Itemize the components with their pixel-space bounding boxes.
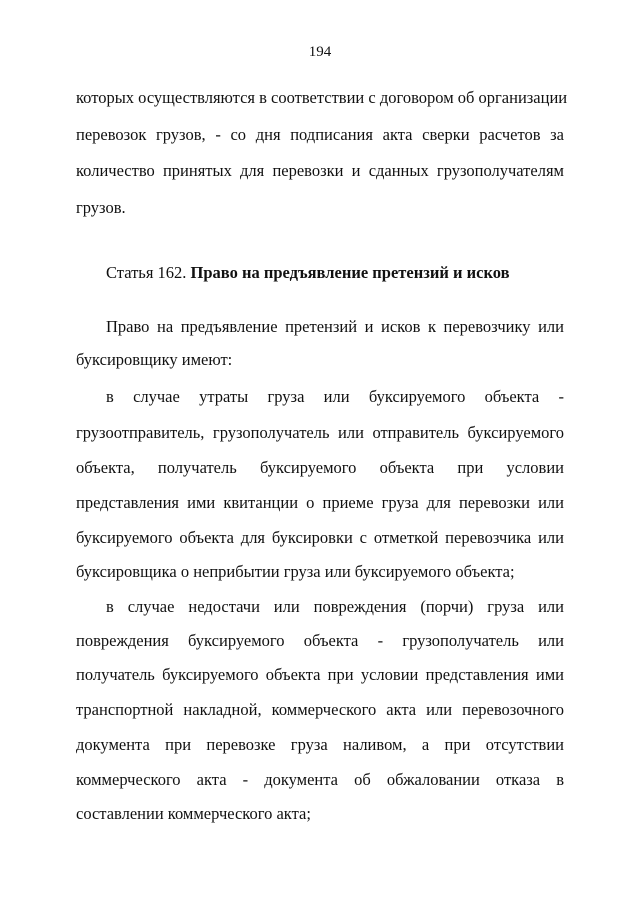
page-number: 194	[308, 44, 332, 60]
text-line: транспортной накладной, коммерческого акта или перевозочного	[76, 700, 564, 719]
text-line: составлении коммерческого акта;	[76, 804, 311, 823]
text-line: в случае недостачи или повреждения (порчи) груза или	[106, 597, 564, 616]
text-line: Право на предъявление претензий и исков к перевозчику или	[106, 317, 564, 336]
text-line: грузоотправитель, грузополучатель или отправитель буксируемого	[76, 423, 564, 442]
text-line: представления ими квитанции о приеме груза для перевозки или	[76, 493, 564, 512]
text-line: объекта, получатель буксируемого объекта при условии	[76, 458, 564, 477]
text-line: буксировщику имеют:	[76, 350, 233, 369]
text-line: получатель буксируемого объекта при условии представления ими	[76, 665, 564, 684]
article-heading	[106, 263, 510, 283]
text-line: которых осуществляются в соответствии с договором об организации	[76, 88, 568, 107]
article-number: Статья 162.	[106, 263, 187, 282]
text-line: документа при перевозке груза наливом, а при отсутствии	[76, 735, 564, 754]
text-line: количество принятых для перевозки и сданных грузополучателям	[76, 161, 564, 180]
text-line: перевозок грузов, - со дня подписания акта сверки расчетов за	[76, 125, 564, 144]
text-line: грузов.	[76, 198, 126, 217]
text-line: буксируемого объекта для буксировки с отметкой перевозчика или	[76, 528, 564, 547]
text-line: повреждения буксируемого объекта - грузополучатель или	[76, 631, 564, 650]
text-line: в случае утраты груза или буксируемого объекта -	[106, 387, 564, 406]
text-line: коммерческого акта - документа об обжаловании отказа в	[76, 770, 564, 789]
article-title: Право на предъявление претензий и исков	[190, 263, 510, 282]
text-line: буксировщика о неприбытии груза или буксируемого объекта;	[76, 562, 515, 581]
